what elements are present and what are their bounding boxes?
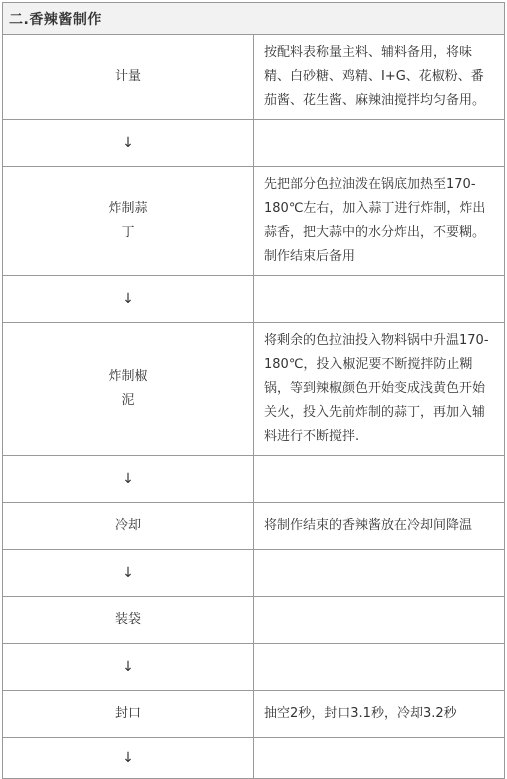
section-title: 二.香辣酱制作 (3, 3, 505, 35)
down-arrow-icon: ↓ (3, 456, 254, 503)
table-row (3, 456, 505, 503)
down-arrow-icon: ↓ (3, 120, 254, 167)
step-description: 将剩余的色拉油投入物料锅中升温170-180℃，投入椒泥要不断搅拌防止糊锅，等到辣椒颜色开始变成浅黄色开始关火，投入先前炸制的蒜丁，再加入辅料进行不断搅拌. (254, 323, 505, 456)
step-description: 先把部分色拉油泼在锅底加热至170-180℃左右，加入蒜丁进行炸制，炸出蒜香，把大蒜中的水分炸出，不要糊。制作结束后备用 (254, 167, 505, 276)
step-description (254, 738, 505, 779)
step-description (254, 597, 505, 644)
step-label-text: 炸制蒜丁 (108, 201, 148, 240)
down-arrow-icon: ↓ (3, 644, 254, 691)
title-row (3, 3, 505, 35)
table-row (3, 35, 505, 120)
process-table (2, 2, 505, 779)
step-description: 抽空2秒，封口3.1秒，冷却3.2秒 (254, 691, 505, 738)
step-description: 将制作结束的香辣酱放在冷却间降温 (254, 503, 505, 550)
down-arrow-icon: ↓ (3, 550, 254, 597)
down-arrow-icon: ↓ (3, 276, 254, 323)
table-row (3, 323, 505, 456)
step-description (254, 120, 505, 167)
step-description (254, 456, 505, 503)
table-row (3, 691, 505, 738)
table-row (3, 167, 505, 276)
table-row (3, 550, 505, 597)
step-label: 冷却 (3, 503, 254, 550)
step-label: 装袋 (3, 597, 254, 644)
step-label (3, 167, 254, 276)
table-row (3, 120, 505, 167)
step-description (254, 276, 505, 323)
table-row (3, 644, 505, 691)
table-row (3, 738, 505, 779)
table-row (3, 276, 505, 323)
step-description (254, 550, 505, 597)
table-row (3, 597, 505, 644)
table-row (3, 503, 505, 550)
step-label: 封口 (3, 691, 254, 738)
step-label-text: 炸制椒泥 (108, 369, 148, 408)
step-label: 计量 (3, 35, 254, 120)
document (2, 2, 505, 779)
step-description: 按配料表称量主料、辅料备用，将味精、白砂糖、鸡精、I+G、花椒粉、番茄酱、花生酱、麻辣油搅拌均匀备用。 (254, 35, 505, 120)
step-description (254, 644, 505, 691)
step-label (3, 323, 254, 456)
down-arrow-icon: ↓ (3, 738, 254, 779)
